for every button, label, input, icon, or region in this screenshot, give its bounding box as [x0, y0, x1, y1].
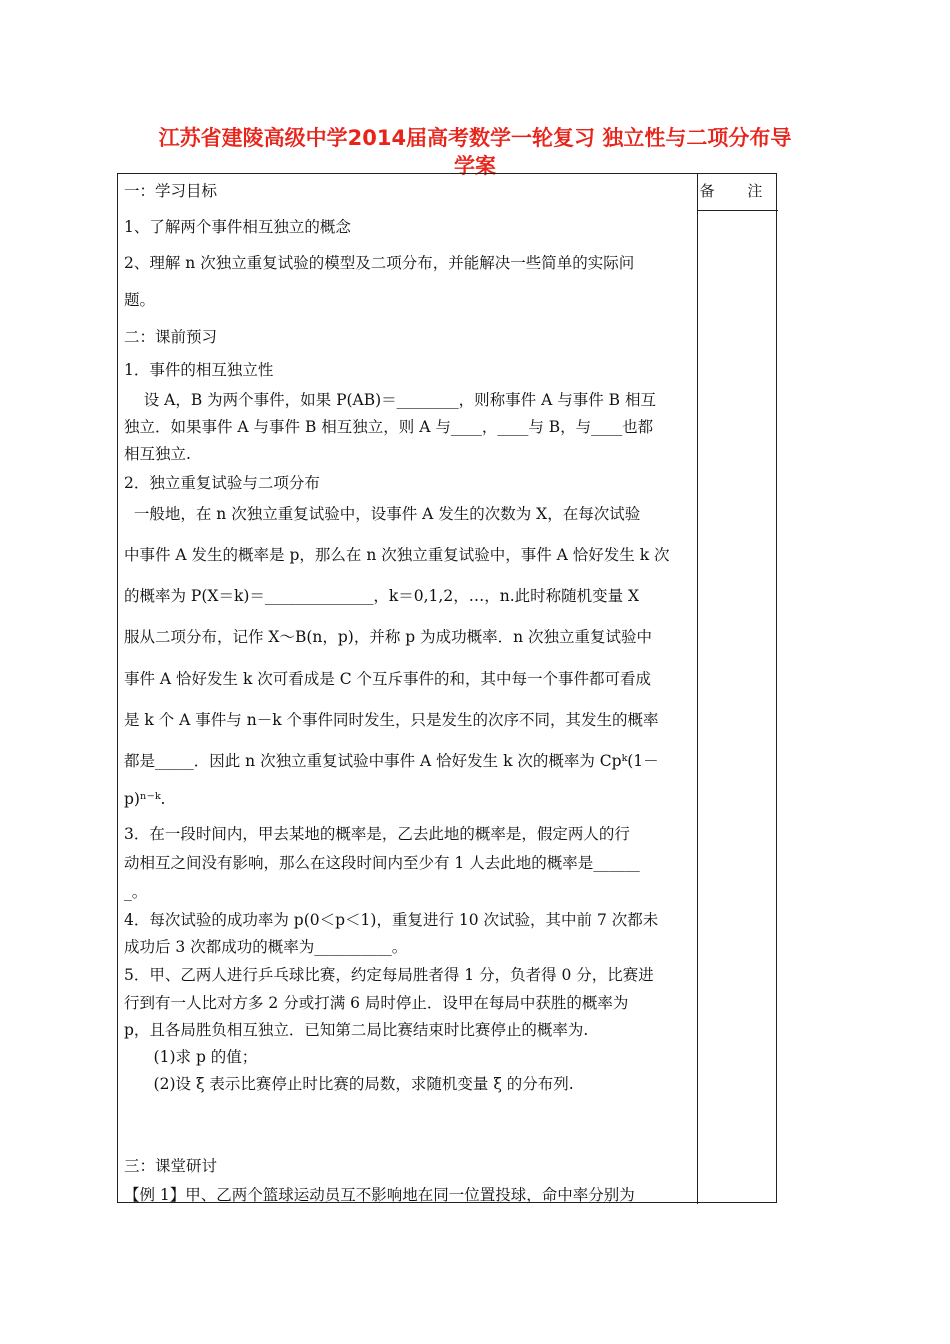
text-line: 独立．如果事件 A 与事件 B 相互独立，则 A 与____，____与 B，与____也都 — [124, 418, 654, 436]
text-line: 是 k 个 A 事件与 n－k 个事件同时发生，只是发生的次序不同，其发生的概率 — [124, 711, 659, 729]
document-title-line-2: 学案 — [454, 154, 496, 178]
text-line: p，且各局胜负相互独立．已知第二局比赛结束时比赛停止的概率为. — [124, 1021, 589, 1039]
text-line: 1．事件的相互独立性 — [124, 361, 274, 379]
text-line: 相互独立. — [124, 445, 191, 463]
text-line: 题。 — [124, 291, 156, 309]
content-table — [117, 173, 777, 1203]
text-line: 事件 A 恰好发生 k 次可看成是 C 个互斥事件的和，其中每一个事件都可看成 — [124, 670, 652, 688]
note-header-rule — [698, 210, 778, 211]
text-line: 【例 1】甲、乙两个篮球运动员互不影响地在同一位置投球，命中率分别为 — [124, 1186, 635, 1204]
text-line: 中事件 A 发生的概率是 p，那么在 n 次独立重复试验中，事件 A 恰好发生 k 次 — [124, 546, 670, 564]
text-line: 5．甲、乙两人进行乒乓球比赛，约定每局胜者得 1 分，负者得 0 分，比赛进 — [124, 966, 654, 984]
column-divider — [697, 174, 698, 1204]
text-line: 2．独立重复试验与二项分布 — [124, 474, 320, 492]
text-line: 都是_____．因此 n 次独立重复试验中事件 A 恰好发生 k 次的概率为 Cpᵏ(1－ — [124, 752, 659, 770]
text-line: 的概率为 P(X＝k)＝______________，k＝0,1,2，…，n.此时称随机变量 X — [124, 587, 640, 605]
text-line: 动相互之间没有影响，那么在这段时间内至少有 1 人去此地的概率是______ — [124, 854, 640, 872]
note-column-header: 备 注 — [699, 182, 777, 200]
text-line: (2)设 ξ 表示比赛停止时比赛的局数，求随机变量 ξ 的分布列. — [124, 1075, 574, 1093]
document-title-line-1: 江苏省建陵高级中学2014届高考数学一轮复习 独立性与二项分布导 — [158, 126, 792, 150]
text-line: 成功后 3 次都成功的概率为__________。 — [124, 938, 408, 956]
section-heading: 一：学习目标 — [124, 182, 218, 200]
text-line: 一般地，在 n 次独立重复试验中，设事件 A 发生的次数为 X，在每次试验 — [124, 505, 641, 523]
text-line: _。 — [124, 883, 148, 901]
text-line: 4．每次试验的成功率为 p(0＜p＜1)，重复进行 10 次试验，其中前 7 次都未 — [124, 911, 659, 929]
text-line: 3．在一段时间内，甲去某地的概率是，乙去此地的概率是，假定两人的行 — [124, 825, 630, 843]
text-line: 服从二项分布，记作 X～B(n，p)，并称 p 为成功概率．n 次独立重复试验中 — [124, 628, 653, 646]
text-line: 设 A，B 为两个事件，如果 P(AB)＝________，则称事件 A 与事件 B 相互 — [124, 391, 656, 409]
text-line: p)ⁿ⁻ᵏ. — [124, 790, 166, 808]
text-line: 2、理解 n 次独立重复试验的模型及二项分布，并能解决一些简单的实际问 — [124, 254, 635, 272]
text-line: 行到有一人比对方多 2 分或打满 6 局时停止．设甲在每局中获胜的概率为 — [124, 994, 629, 1012]
text-line: (1)求 p 的值； — [124, 1048, 258, 1066]
section-heading: 二：课前预习 — [124, 328, 218, 346]
text-line: 1、了解两个事件相互独立的概念 — [124, 218, 351, 236]
section-heading: 三：课堂研讨 — [124, 1157, 218, 1175]
